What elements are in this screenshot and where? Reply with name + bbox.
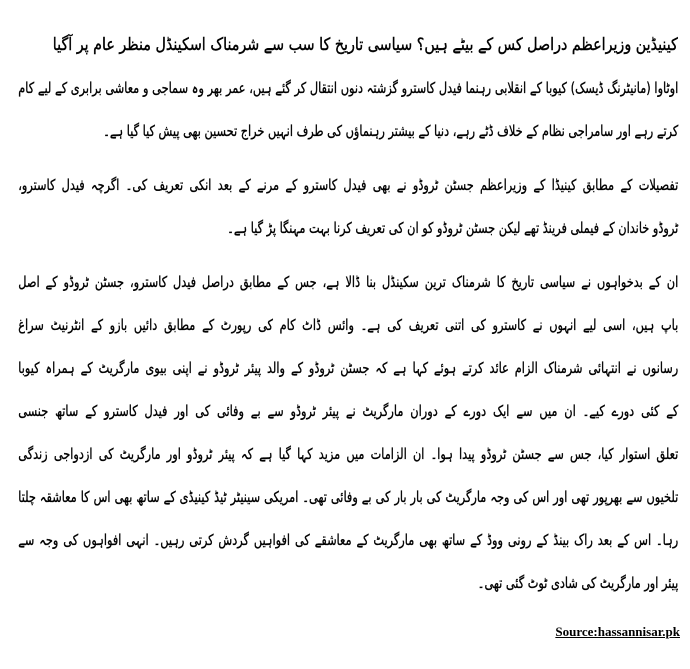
paragraph-intro xyxy=(18,67,678,153)
line-text: کرتے رہے اور سامراجی نظام کے خلاف ڈٹے رہے، دنیا کے بیشتر رہنماؤں کی طرف انہیں خراج تحسین بھی پیش کیا گیا ہے۔ xyxy=(103,122,678,140)
paragraph-line xyxy=(18,207,678,250)
line-text: تفصیلات کے مطابق کینیڈا کے وزیراعظم جسٹن ٹروڈو نے بھی فیدل کاسترو کے مرنے کے بعد انکی تعریف کی۔ اگرچہ فیدل کاسترو، xyxy=(18,176,678,194)
paragraph-details xyxy=(18,164,678,250)
title-text: کینیڈین وزیراعظم دراصل کس کے بیٹے ہیں؟ سیاسی تاریخ کا سب سے شرمناک اسکینڈل منظر عام پر آگیا xyxy=(52,35,678,55)
line-text: اوٹاوا (مانیٹرنگ ڈیسک) کیوبا کے انقلابی رہنما فیدل کاسترو گزشتہ دنوں انتقال کر گئے ہیں، عمر بھر وہ سماجی و معاشی برابری کے لیے کام xyxy=(18,79,678,97)
line-text: تلخیوں سے بھرپور تھی اور اس کی وجہ مارگریٹ کی بار بار کی بے وفائی تھی۔ امریکی سینیٹر ٹیڈ کینیڈی کے ساتھ بھی اس کا معاشقہ چلتا xyxy=(18,488,678,506)
line-text: ان کے بدخواہوں نے سیاسی تاریخ کا شرمناک ترین سکینڈل بنا ڈالا ہے، جس کے مطابق دراصل فیدل کاسترو، جسٹن ٹروڈو کے اصل xyxy=(18,273,678,291)
paragraph-line xyxy=(18,390,678,433)
line-text: رہا۔ اس کے بعد راک بینڈ کے رونی ووڈ کے ساتھ بھی مارگریٹ کے معاشقے کی افواہیں گردش کرتی رہیں۔ انہی افواہوں کی وجہ سے xyxy=(18,531,678,549)
paragraph-line xyxy=(18,433,678,476)
paragraph-line xyxy=(18,67,678,110)
line-text: پیئر اور مارگریٹ کی شادی ٹوٹ گئی تھی۔ xyxy=(477,574,678,592)
line-text: ٹروڈو خاندان کے فیملی فرینڈ تھے لیکن جسٹن ٹروڈو کو ان کی تعریف کرنا بہت مہنگا پڑ گیا ہے۔ xyxy=(226,219,678,237)
paragraph-line xyxy=(18,347,678,390)
paragraph-line xyxy=(18,110,678,153)
line-text: کے کئی دورے کیے۔ ان میں سے ایک دورے کے دوران مارگریٹ نے پیئر ٹروڈو سے بے وفائی کی اور فیدل کاسترو کے ساتھ جنسی xyxy=(18,402,678,420)
paragraph-line xyxy=(18,476,678,519)
paragraph-allegations xyxy=(18,261,678,605)
line-text: تعلق استوار کیا، جس سے جسٹن ٹروڈو پیدا ہوا۔ ان الزامات میں مزید کہا گیا ہے کہ پیئر ٹروڈو اور مارگریٹ کی ازدواجی زندگی xyxy=(18,445,678,463)
article-title xyxy=(50,28,678,62)
title-line xyxy=(50,28,678,62)
line-text: باپ ہیں، اسی لیے انہوں نے کاسترو کی اتنی تعریف کی ہے۔ وائس ڈاٹ کام کی رپورٹ کے مطابق دائیں بازو کے انٹرنیٹ سراغ xyxy=(18,316,678,334)
source-credit: Source:hassannisar.pk xyxy=(555,624,680,639)
paragraph-line xyxy=(18,519,678,562)
article-body xyxy=(18,67,678,616)
paragraph-line xyxy=(18,164,678,207)
line-text: رسانوں نے انتہائی شرمناک الزام عائد کرتے ہوئے کہا ہے کہ جسٹن ٹروڈو کے والد پیئر ٹروڈو نے اپنی بیوی مارگریٹ کے ہمراہ کیوبا xyxy=(18,359,678,377)
paragraph-line xyxy=(18,562,678,605)
paragraph-line xyxy=(18,304,678,347)
paragraph-line xyxy=(18,261,678,304)
